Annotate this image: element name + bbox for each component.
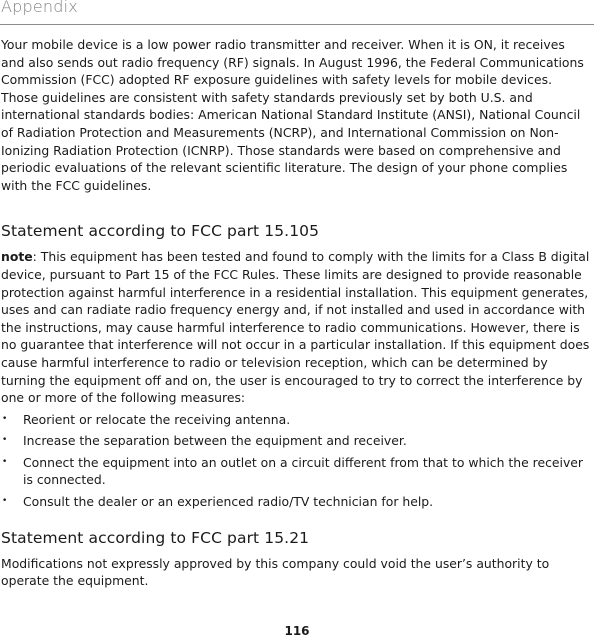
page-header (0, 0, 594, 25)
list-item (1, 454, 591, 489)
section-title: Appendix (1, 0, 78, 16)
page-number: 116 (284, 624, 310, 638)
list-item (1, 493, 591, 511)
list-item-text: Connect the equipment into an outlet on a circuit different from that to which the receiver is connected. (23, 454, 584, 488)
list-item (1, 411, 591, 429)
page-content (1, 36, 591, 590)
fcc-15105-note-paragraph (1, 248, 591, 406)
note-label: note (1, 249, 33, 265)
list-item-text: Reorient or relocate the receiving antenna. (23, 411, 291, 427)
bullet-icon: • (2, 496, 8, 507)
list-item-text: Consult the dealer or an experienced radio/TV technician for help. (23, 494, 434, 510)
note-text: : This equipment has been tested and found to comply with the limits for a Class B digital device, pursuant to Part 15 of the FCC Rules. These limits are designed to provide reasonable protection against harmful interference in a residential installation. This equipment generates, uses and can radiate radio frequency energy and, if not installed and used in accordance with the instructions, may cause harmful interference to radio communications. However, there is no guarantee that interference will not occur in a particular installation. If this equipment does cause harmful interference to radio or television reception, which can be determined by turning the equipment off and on, the user is encouraged to try to correct the interference by one or more of the following measures: (1, 249, 590, 406)
fcc-1521-paragraph: Modifications not expressly approved by this company could void the user’s authority to operate the equipment. (1, 555, 550, 589)
intro-paragraph: Your mobile device is a low power radio transmitter and receiver. When it is ON, it receives and also sends out radio frequency (RF) signals. In August 1996, the Federal Communications Commission (FCC) adopted RF exposure guidelines with safety levels for mobile devices. Those guidelines are consistent with safety standards previously set by both U.S. and international standards bodies: American National Standard Institute (ANSI), National Council of Radiation Protection and Measurements (NCRP), and International Commission on Non-Ionizing Radiation Protection (ICNRP). Those standards were based on comprehensive and periodic evaluations of the relevant scientific literature. The design of your phone complies with the FCC guidelines. (1, 37, 584, 193)
list-item-text: Increase the separation between the equipment and receiver. (23, 433, 407, 449)
fcc-1521-heading: Statement according to FCC part 15.21 (1, 528, 310, 547)
fcc-15105-heading: Statement according to FCC part 15.105 (1, 222, 320, 241)
list-item (1, 432, 591, 450)
bullet-icon: • (2, 456, 8, 467)
measures-list (1, 411, 591, 511)
bullet-icon: • (2, 413, 8, 424)
bullet-icon: • (2, 435, 8, 446)
